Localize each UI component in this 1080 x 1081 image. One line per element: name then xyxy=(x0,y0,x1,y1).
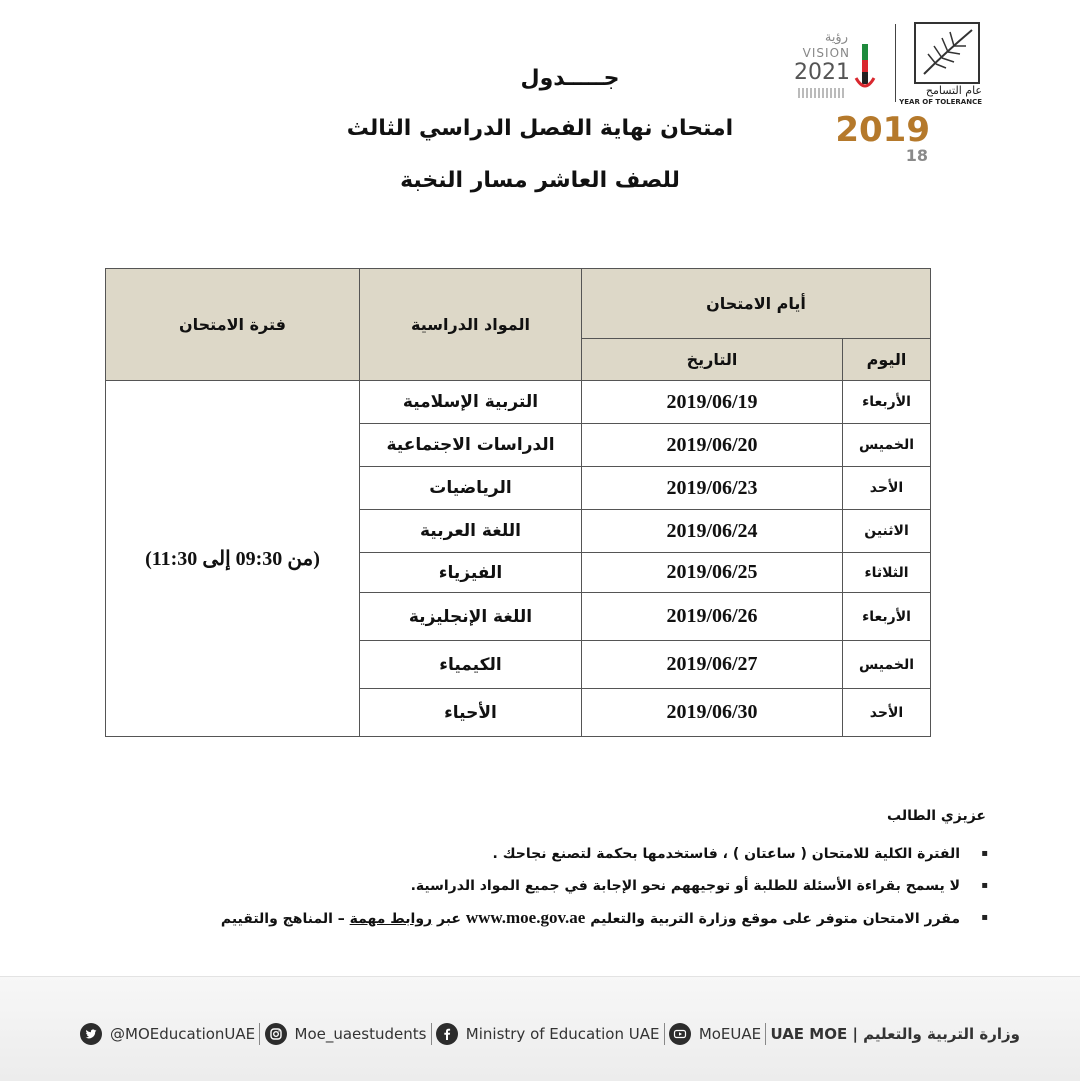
day-cell: الاثنين xyxy=(843,510,931,553)
header-day: اليوم xyxy=(843,339,931,381)
note-text: مقرر الامتحان متوفر على موقع وزارة التربية والتعليم xyxy=(590,911,960,927)
day-cell: الخميس xyxy=(843,424,931,467)
footer-divider xyxy=(664,1023,665,1045)
subject-cell: الكيمياء xyxy=(360,641,582,689)
header-exam-days: أيام الامتحان xyxy=(582,269,931,339)
instagram-label: Moe_uaestudents xyxy=(294,1025,427,1043)
table-row xyxy=(106,381,931,424)
year-sub-label: 18 xyxy=(905,146,928,165)
day-cell: الأربعاء xyxy=(843,593,931,641)
note-item: ▪ لا يسمح بقراءة الأسئلة للطلبة أو توجيههم نحو الإجابة في جميع المواد الدراسية. xyxy=(86,870,960,902)
date-cell: 2019/06/27 xyxy=(582,641,843,689)
date-cell: 2019/06/23 xyxy=(582,467,843,510)
note-text: – المناهج والتقييم xyxy=(220,911,345,927)
vision-arabic: رؤية xyxy=(824,30,848,45)
social-footer xyxy=(80,1020,1020,1048)
day-cell: الثلاثاء xyxy=(843,553,931,593)
page-title: جـــــدول xyxy=(520,66,620,91)
date-cell: 2019/06/20 xyxy=(582,424,843,467)
exam-title: امتحان نهاية الفصل الدراسي الثالث xyxy=(346,116,734,141)
day-cell: الأحد xyxy=(843,689,931,737)
header-subjects: المواد الدراسية xyxy=(360,269,582,381)
date-cell: 2019/06/19 xyxy=(582,381,843,424)
instagram-icon xyxy=(265,1023,287,1045)
vision-english: VISION xyxy=(802,46,850,60)
date-cell: 2019/06/26 xyxy=(582,593,843,641)
subject-cell: التربية الإسلامية xyxy=(360,381,582,424)
notes-heading: عزيزي الطالب xyxy=(887,808,986,824)
note-item-link xyxy=(86,902,960,935)
footer-divider xyxy=(259,1023,260,1045)
twitter-icon xyxy=(80,1023,102,1045)
grade-title: للصف العاشر مسار النخبة xyxy=(400,168,680,193)
date-cell: 2019/06/25 xyxy=(582,553,843,593)
header-period: فترة الامتحان xyxy=(106,269,360,381)
youtube-label: MoEUAE xyxy=(698,1025,762,1043)
vision-year: 2021 xyxy=(794,60,850,85)
date-cell: 2019/06/24 xyxy=(582,510,843,553)
subject-cell: الأحياء xyxy=(360,689,582,737)
ministry-label: وزارة التربية والتعليم | UAE MOE xyxy=(770,1025,1020,1043)
period-cell: (من 09:30 إلى 11:30) xyxy=(106,381,360,737)
subject-cell: اللغة العربية xyxy=(360,510,582,553)
note-item: ▪ الفترة الكلية للامتحان ( ساعتان ) ، فاستخدمها بحكمة لتصنع نجاحك . xyxy=(86,838,960,870)
subject-cell: الرياضيات xyxy=(360,467,582,510)
notes-list xyxy=(86,838,986,935)
day-cell: الأحد xyxy=(843,467,931,510)
note-text: عبر xyxy=(436,911,461,927)
youtube-icon xyxy=(669,1023,691,1045)
year-of-tolerance-logo xyxy=(899,18,984,106)
footer-divider xyxy=(431,1023,432,1045)
tolerance-arabic: عام التسامح xyxy=(925,84,982,97)
year-label: 2019 xyxy=(835,110,930,150)
youtube-channel[interactable] xyxy=(669,1023,761,1045)
header-logos xyxy=(794,18,984,108)
footer-divider xyxy=(765,1023,766,1045)
date-cell: 2019/06/30 xyxy=(582,689,843,737)
twitter-label: @MOEducationUAE xyxy=(110,1025,256,1043)
facebook-page[interactable] xyxy=(436,1023,660,1045)
student-notes xyxy=(86,808,986,935)
subject-cell: الدراسات الاجتماعية xyxy=(360,424,582,467)
facebook-icon xyxy=(436,1023,458,1045)
subject-cell: اللغة الإنجليزية xyxy=(360,593,582,641)
exam-schedule-table xyxy=(105,268,931,737)
instagram-handle[interactable] xyxy=(265,1023,427,1045)
subject-cell: الفيزياء xyxy=(360,553,582,593)
tolerance-english: YEAR OF TOLERANCE xyxy=(899,98,982,106)
day-cell: الخميس xyxy=(843,641,931,689)
day-cell: الأربعاء xyxy=(843,381,931,424)
facebook-label: Ministry of Education UAE xyxy=(465,1025,660,1043)
twitter-handle[interactable] xyxy=(80,1023,255,1045)
moe-website-link[interactable]: www.moe.gov.ae xyxy=(465,908,586,927)
important-links-label: روابط مهمة xyxy=(349,911,433,927)
header-date: التاريخ xyxy=(582,339,843,381)
